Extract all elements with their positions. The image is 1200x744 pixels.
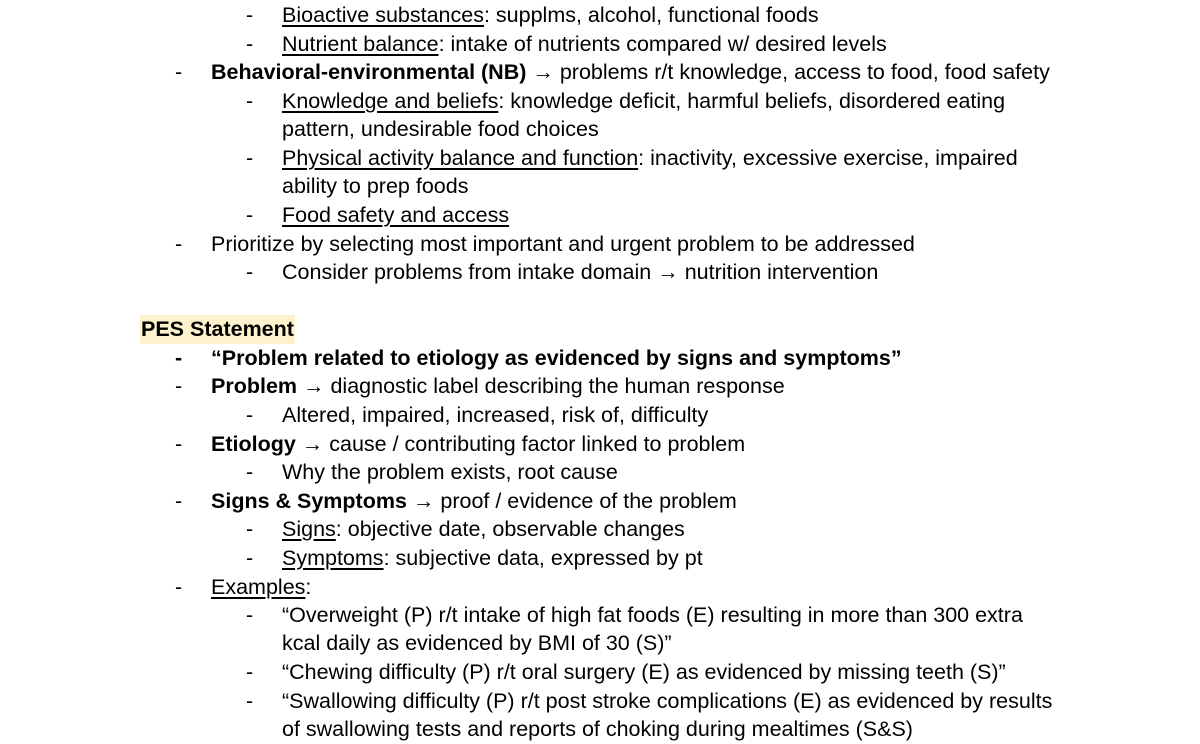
bullet: - [175,432,183,456]
desc-signs: : objective date, observable changes [335,517,685,541]
bullet: - [246,603,254,627]
desc-etiology: → cause / contributing factor linked to problem [295,432,746,456]
bullet: - [246,32,254,56]
bullet: - [246,203,254,227]
bullet: - [246,3,254,27]
term-problem: Problem [211,374,298,398]
bullet: - [175,60,183,84]
list-item-symptoms [282,544,703,573]
list-item-etiology-sub: Why the problem exists, root cause [282,460,618,484]
bullet: - [246,146,254,170]
bullet: - [246,546,254,570]
desc-physical-activity: : inactivity, excessive exercise, impaired [638,146,1018,170]
desc-problem: → diagnostic label describing the human response [297,374,785,398]
bullet: - [175,346,183,370]
list-item-bioactive [282,1,819,30]
bullet: - [246,89,254,113]
desc-behavioral: → problems r/t knowledge, access to food, food safety [526,60,1050,84]
desc-knowledge: : knowledge deficit, harmful beliefs, disordered eating [498,89,1006,113]
desc-examples: : [305,575,312,599]
desc-symptoms: : subjective data, expressed by pt [383,546,703,570]
term-physical-activity: Physical activity balance and function [282,146,639,170]
bullet: - [175,489,183,513]
bullet: - [175,374,183,398]
list-item-consider: Consider problems from intake domain → nutrition intervention [282,260,879,284]
bullet: - [246,403,254,427]
term-knowledge: Knowledge and beliefs [282,89,499,113]
bullet: - [246,660,254,684]
term-nutrient-balance: Nutrient balance [282,32,439,56]
bullet: - [175,575,183,599]
list-item-knowledge-cont: pattern, undesirable food choices [282,117,599,141]
list-item-behavioral [211,58,1050,87]
term-bioactive: Bioactive substances [282,3,484,27]
list-item-physical-activity-cont: ability to prep foods [282,174,469,198]
bullet: - [246,460,254,484]
bullet: - [246,517,254,541]
bullet: - [246,260,254,284]
bullet: - [246,689,254,713]
list-item-etiology [211,430,745,459]
desc-nutrient-balance: : intake of nutrients compared w/ desired levels [438,32,887,56]
term-signs-symptoms: Signs & Symptoms [211,489,407,513]
term-behavioral: Behavioral-environmental (NB) [211,60,527,84]
desc-bioactive: : supplms, alcohol, functional foods [483,3,819,27]
term-examples: Examples [211,575,306,599]
list-item-signs [282,515,685,544]
list-item-problem-sub: Altered, impaired, increased, risk of, difficulty [282,403,709,427]
desc-signs-symptoms: → proof / evidence of the problem [406,489,737,513]
term-signs: Signs [282,517,336,541]
list-item-physical-activity [282,144,1018,173]
example-overweight: “Overweight (P) r/t intake of high fat foods (E) resulting in more than 300 extra [282,603,1023,627]
term-food-safety: Food safety and access [282,203,510,227]
list-item-problem [211,372,785,401]
term-etiology: Etiology [211,432,296,456]
list-item-nutrient-balance [282,30,887,59]
section-heading-pes: PES Statement [140,315,295,344]
list-item-knowledge [282,87,1005,116]
example-chewing: “Chewing difficulty (P) r/t oral surgery (E) as evidenced by missing teeth (S)” [282,660,1006,684]
list-item-food-safety [282,201,509,230]
list-item-prioritize: Prioritize by selecting most important and urgent problem to be addressed [211,232,915,256]
term-symptoms: Symptoms [282,546,384,570]
bullet: - [175,232,183,256]
example-overweight-cont: kcal daily as evidenced by BMI of 30 (S)” [282,631,672,655]
pes-quote: “Problem related to etiology as evidenced by signs and symptoms” [211,346,902,370]
list-item-signs-symptoms [211,487,737,516]
example-swallowing-cont: of swallowing tests and reports of choking during mealtimes (S&S) [282,717,913,741]
list-item-examples [211,573,311,602]
example-swallowing: “Swallowing difficulty (P) r/t post stroke complications (E) as evidenced by results [282,689,1053,713]
